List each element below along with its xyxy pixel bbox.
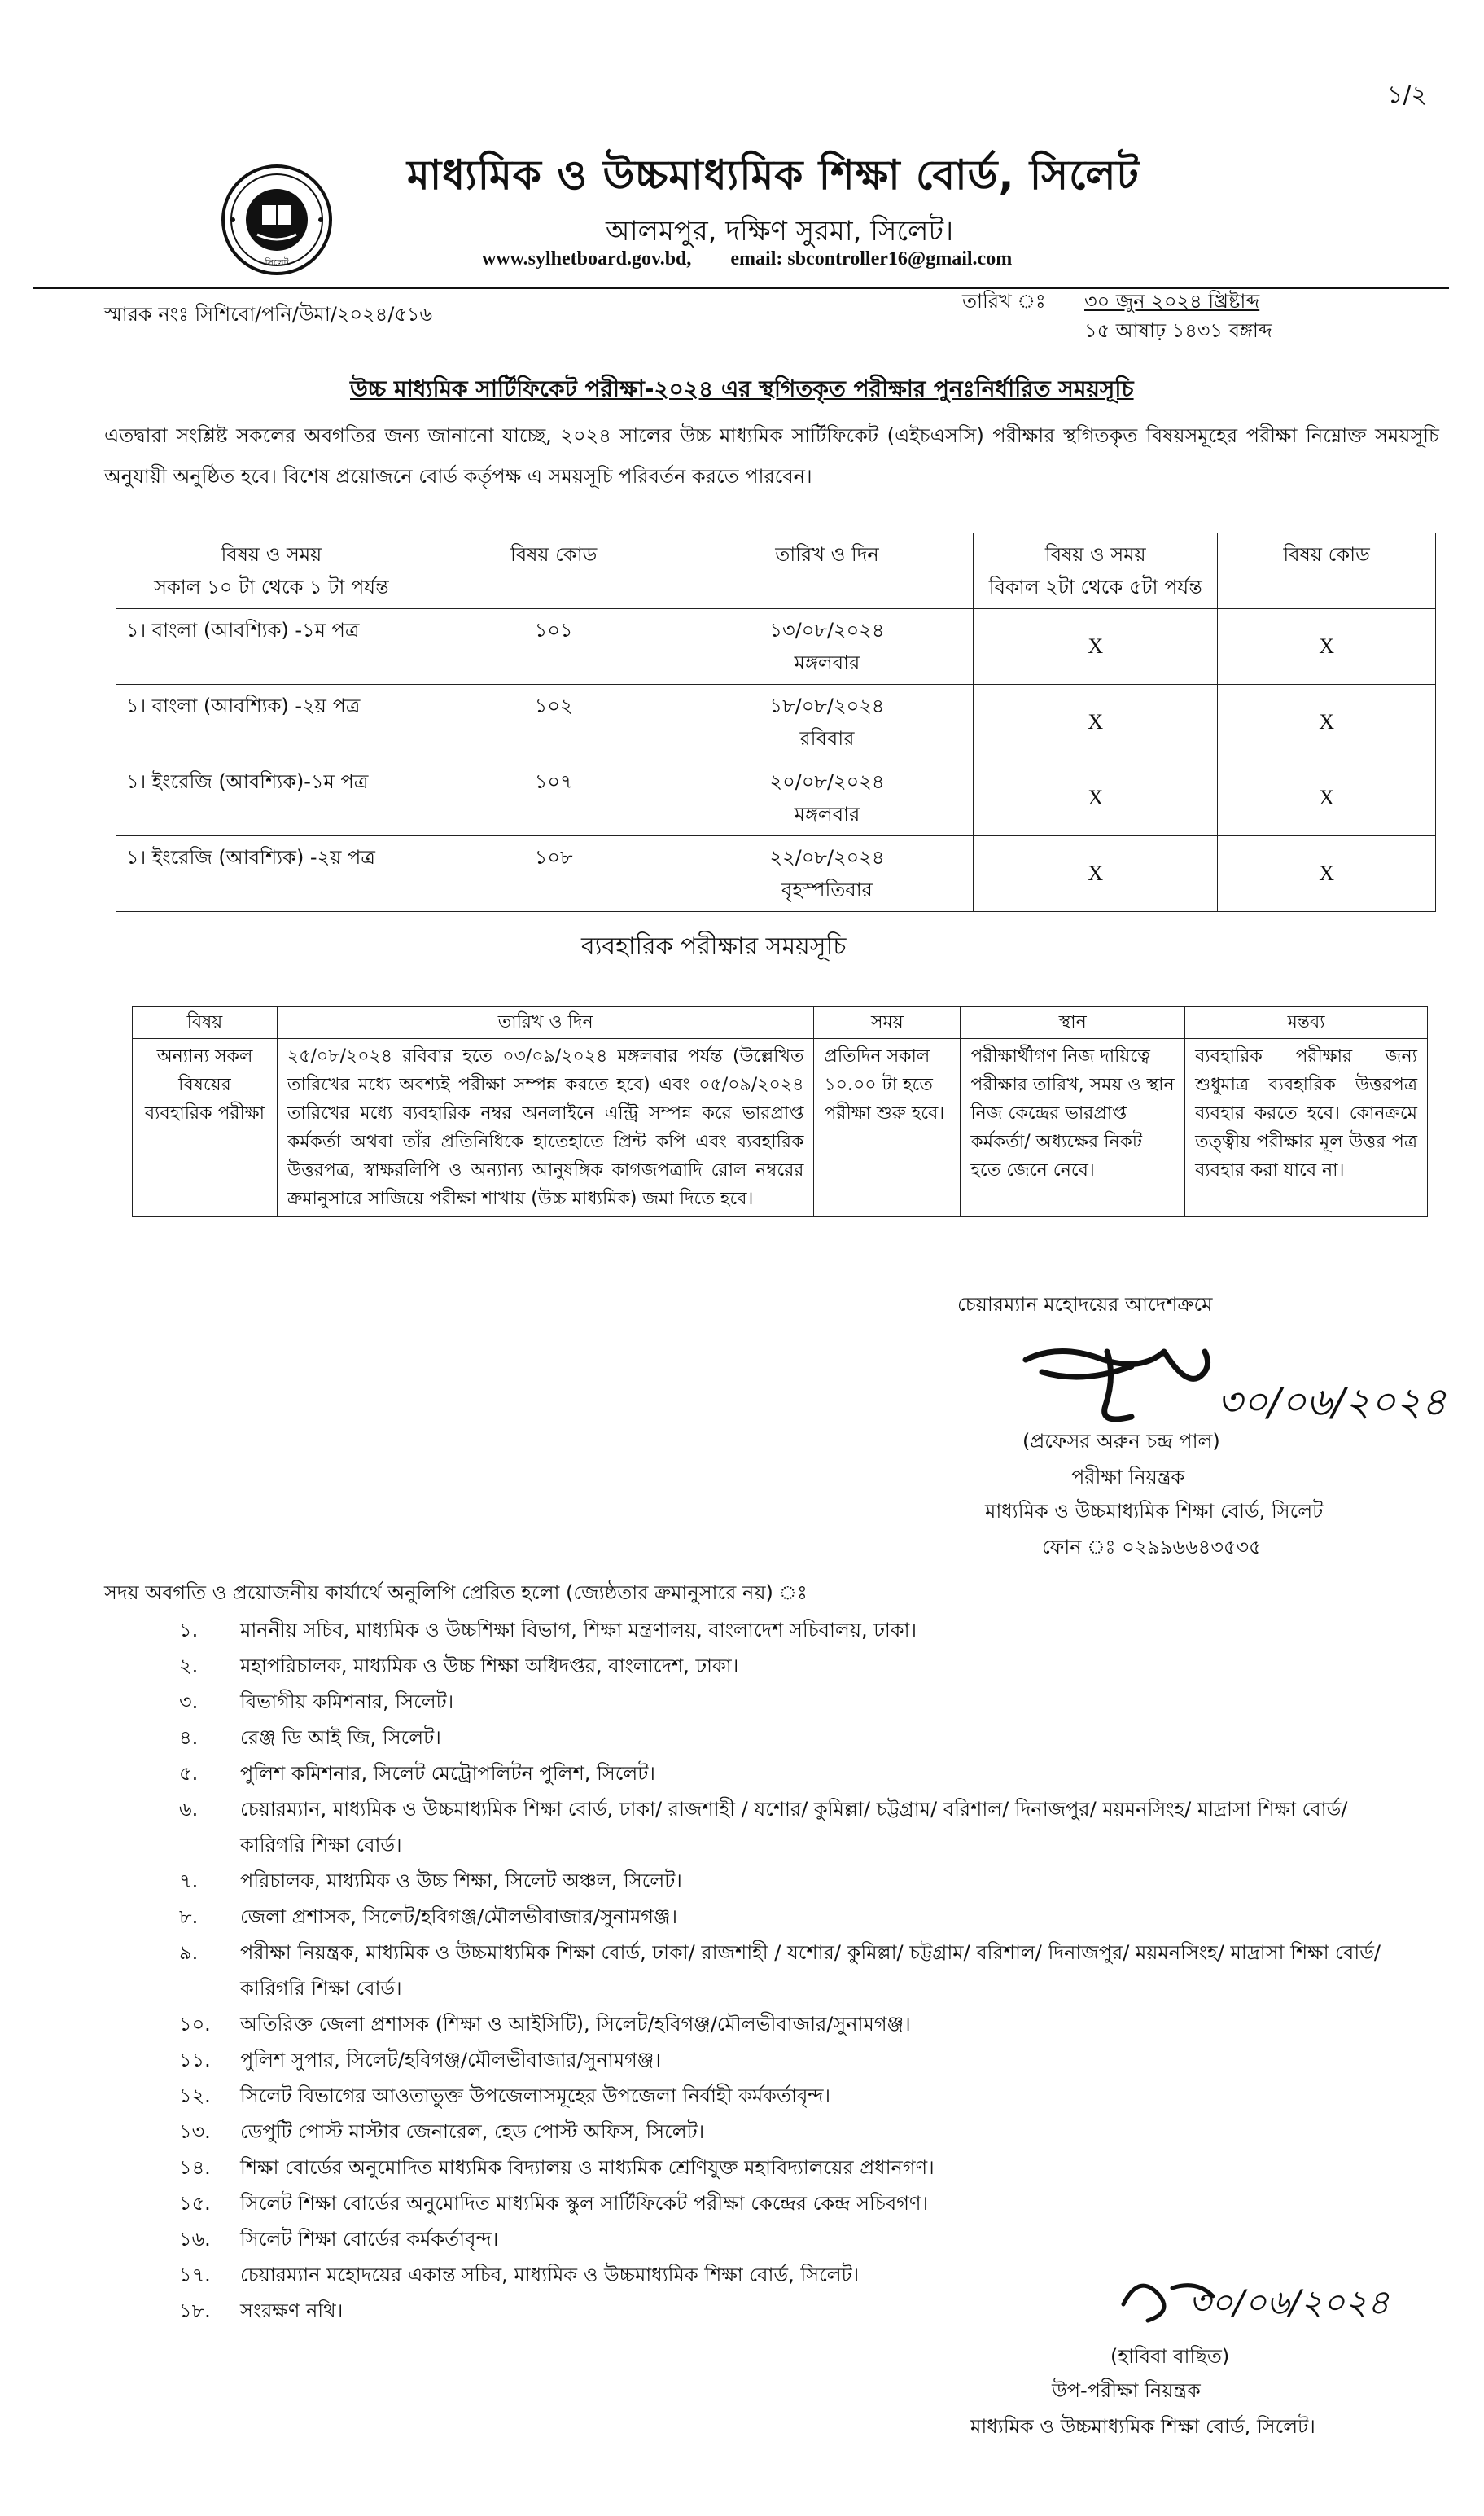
signature-deputy-icon <box>1115 2264 1390 2353</box>
copy-intro: সদয় অবগতি ও প্রয়োজনীয় কার্যার্থে অনুলিপি প্রেরিত হলো (জ্যেষ্ঠতার ক্রমানুসারে নয়) ঃ <box>104 1581 808 1604</box>
intro-paragraph: এতদ্বারা সংশ্লিষ্ট সকলের অবগতির জন্য জানানো যাচ্ছে, ২০২৪ সালের উচ্চ মাধ্যমিক সার্টিফিকেট (এইচএসসি) পরীক্ষার স্থগিতকৃত বিষয়সমূহের পরীক্ষা নিম্নোক্ত সময়সূচি অনুযায়ী অনুষ্ঠিত হবে। বিশেষ প্রয়োজনে বোর্ড কর্তৃপক্ষ এ সময়সূচি পরিবর্তন করতে পারবেন। <box>104 424 1439 488</box>
list-item: ৩. বিভাগীয় কমিশনার, সিলেট। <box>179 1690 454 1713</box>
header-date-day: তারিখ ও দিন <box>277 1007 813 1039</box>
header-subject: বিষয় <box>133 1007 278 1039</box>
org-address: আলমপুর, দক্ষিণ সুরমা, সিলেট। <box>606 215 954 248</box>
cell-code-2: X <box>1218 760 1436 836</box>
table-row <box>116 685 1436 760</box>
cell-code-2: X <box>1218 685 1436 760</box>
header-time: সময় <box>814 1007 961 1039</box>
cell-date: ১৮/০৮/২০২৪ রবিবার <box>681 685 974 760</box>
copy-list <box>179 1612 1400 2329</box>
list-item: ২. মহাপরিচালক, মাধ্যমিক ও উচ্চ শিক্ষা অধিদপ্তর, বাংলাদেশ, ঢাকা। <box>179 1655 739 1677</box>
list-item: ১৮. সংরক্ষণ নথি। <box>179 2299 344 2322</box>
cell-afternoon: X <box>974 836 1218 912</box>
memo-reference: স্মারক নংঃ সিশিবো/পনি/উমা/২০২৪/৫১৬ <box>104 303 433 326</box>
order-line: চেয়ারম্যান মহোদয়ের আদেশক্রমে <box>957 1293 1213 1316</box>
signatory-designation: পরীক্ষা নিয়ন্ত্রক <box>1071 1466 1185 1488</box>
table-row <box>116 760 1436 836</box>
svg-text:সিলেট: সিলেট <box>265 257 289 268</box>
memo-date <box>962 287 1272 345</box>
cell-code: ১০১ <box>427 609 681 685</box>
signatory-office: মাধ্যমিক ও উচ্চমাধ্যমিক শিক্ষা বোর্ড, সিলেট <box>985 1500 1324 1523</box>
svg-text:৩০/০৬/২০২৪: ৩০/০৬/২০২৪ <box>1189 2282 1390 2322</box>
table-header-row <box>116 533 1436 609</box>
cell-subject: অন্যান্য সকল বিষয়ের ব্যবহারিক পরীক্ষা <box>133 1039 278 1217</box>
cell-code: ১০৭ <box>427 760 681 836</box>
notice-title: উচ্চ মাধ্যমিক সার্টিফিকেট পরীক্ষা-২০২৪ এর স্থগিতকৃত পরীক্ষার পুনঃনির্ধারিত সময়সূচি <box>350 375 1134 402</box>
org-contact <box>482 248 1012 270</box>
list-item: ৮. জেলা প্রশাসক, সিলেট/হবিগঞ্জ/মৌলভীবাজার/সুনামগঞ্জ। <box>179 1905 678 1928</box>
table-row <box>133 1039 1428 1217</box>
list-item: ৫. পুলিশ কমিশনার, সিলেট মেট্রোপলিটন পুলিশ, সিলেট। <box>179 1762 655 1785</box>
list-item: ১০. অতিরিক্ত জেলা প্রশাসক (শিক্ষা ও আইসিটি), সিলেট/হবিগঞ্জ/মৌলভীবাজার/সুনামগঞ্জ। <box>179 2013 911 2036</box>
date-label: তারিখ ঃ <box>962 290 1046 313</box>
list-item: ১৭. চেয়ারম্যান মহোদয়ের একান্ত সচিব, মাধ্যমিক ও উচ্চমাধ্যমিক শিক্ষা বোর্ড, সিলেট। <box>179 2264 860 2286</box>
header-code-2: বিষয় কোড <box>1218 533 1436 609</box>
list-item: ৬. চেয়ারম্যান, মাধ্যমিক ও উচ্চমাধ্যমিক শিক্ষা বোর্ড, ঢাকা/ রাজশাহী / যশোর/ কুমিল্লা/ চট্টগ্রাম/ বরিশাল/ দিনাজপুর/ ময়মনসিংহ/ মাদ্রাসা শিক্ষা বোর্ড/ কারিগরি শিক্ষা বোর্ড। <box>179 1798 1348 1856</box>
list-item: ১১. পুলিশ সুপার, সিলেট/হবিগঞ্জ/মৌলভীবাজার/সুনামগঞ্জ। <box>179 2049 661 2071</box>
cell-code-2: X <box>1218 836 1436 912</box>
exam-schedule-table <box>116 533 1436 912</box>
page-number: ১/২ <box>1386 81 1427 109</box>
date-bangla: ১৫ আষাঢ় ১৪৩১ বঙ্গাব্দ <box>1084 319 1272 342</box>
cell-date: ২০/০৮/২০২৪ মঙ্গলবার <box>681 760 974 836</box>
cell-code-2: X <box>1218 609 1436 685</box>
signatory-phone: ফোন ঃ ০২৯৯৬৬৪৩৫৩৫ <box>1042 1536 1262 1558</box>
practical-title: ব্যবহারিক পরীক্ষার সময়সূচি <box>581 932 847 961</box>
cell-afternoon: X <box>974 685 1218 760</box>
cell-subject: ১। ইংরেজি (আবশ্যিক) -২য় পত্র <box>116 836 427 912</box>
list-item: ৯. পরীক্ষা নিয়ন্ত্রক, মাধ্যমিক ও উচ্চমাধ্যমিক শিক্ষা বোর্ড, ঢাকা/ রাজশাহী / যশোর/ কুমিল্লা/ চট্টগ্রাম/ বরিশাল/ দিনাজপুর/ ময়মনসিংহ/ মাদ্রাসা শিক্ষা বোর্ড/ কারিগরি শিক্ষা বোর্ড। <box>179 1941 1381 2000</box>
header-code: বিষয় কোড <box>427 533 681 609</box>
header-remarks: মন্তব্য <box>1185 1007 1428 1039</box>
list-item: ১. মাননীয় সচিব, মাধ্যমিক ও উচ্চশিক্ষা বিভাগ, শিক্ষা মন্ত্রণালয়, বাংলাদেশ সচিবালয়, ঢাকা। <box>179 1619 917 1642</box>
list-item: ৪. রেঞ্জ ডি আই জি, সিলেট। <box>179 1726 441 1749</box>
cell-subject: ১। বাংলা (আবশ্যিক) -২য় পত্র <box>116 685 427 760</box>
cell-remarks: ব্যবহারিক পরীক্ষার জন্য শুধুমাত্র ব্যবহারিক উত্তরপত্র ব্যবহার করতে হবে। কোনক্রমে তত্ত্বীয় পরীক্ষার মূল উত্তর পত্র ব্যবহার করা যাবে না। <box>1185 1039 1428 1217</box>
website-link[interactable]: www.sylhetboard.gov.bd, <box>482 248 692 270</box>
table-header-row <box>133 1007 1428 1039</box>
header-place: স্থান <box>961 1007 1185 1039</box>
cell-place: পরীক্ষার্থীগণ নিজ দায়িত্বে পরীক্ষার তারিখ, সময় ও স্থান নিজ কেন্দ্রের ভারপ্রাপ্ত কর্মকর্তা/ অধ্যক্ষের নিকট হতে জেনে নেবে। <box>961 1039 1185 1217</box>
deputy-name: (হাবিবা বাছিত) <box>1110 2345 1230 2368</box>
practical-schedule-table <box>132 1006 1428 1217</box>
deputy-office: মাধ্যমিক ও উচ্চমাধ্যমিক শিক্ষা বোর্ড, সিলেট। <box>970 2415 1315 2438</box>
list-item: ১৫. সিলেট শিক্ষা বোর্ডের অনুমোদিত মাধ্যমিক স্কুল সার্টিফিকেট পরীক্ষা কেন্দ্রের কেন্দ্র সচিবগণ। <box>179 2192 929 2215</box>
table-row <box>116 836 1436 912</box>
header-subject-morning: বিষয় ও সময় সকাল ১০ টা থেকে ১ টা পর্যন্ত <box>116 533 427 609</box>
list-item: ৭. পরিচালক, মাধ্যমিক ও উচ্চ শিক্ষা, সিলেট অঞ্চল, সিলেট। <box>179 1869 682 1892</box>
cell-time: প্রতিদিন সকাল ১০.০০ টা হতে পরীক্ষা শুরু হবে। <box>814 1039 961 1217</box>
cell-afternoon: X <box>974 760 1218 836</box>
cell-subject: ১। বাংলা (আবশ্যিক) -১ম পত্র <box>116 609 427 685</box>
cell-date: ২২/০৮/২০২৪ বৃহস্পতিবার <box>681 836 974 912</box>
list-item: ১৪. শিক্ষা বোর্ডের অনুমোদিত মাধ্যমিক বিদ্যালয় ও মাধ্যমিক শ্রেণিযুক্ত মহাবিদ্যালয়ের প্রধানগণ। <box>179 2156 935 2179</box>
table-row <box>116 609 1436 685</box>
deputy-designation: উপ-পরীক্ষা নিয়ন্ত্রক <box>1052 2379 1201 2402</box>
cell-date: ১৩/০৮/২০২৪ মঙ্গলবার <box>681 609 974 685</box>
cell-afternoon: X <box>974 609 1218 685</box>
cell-subject: ১। ইংরেজি (আবশ্যিক)-১ম পত্র <box>116 760 427 836</box>
header-date-day: তারিখ ও দিন <box>681 533 974 609</box>
org-title: মাধ্যমিক ও উচ্চমাধ্যমিক শিক্ষা বোর্ড, সিলেট <box>407 151 1140 199</box>
board-logo-icon <box>220 163 334 277</box>
list-item: ১২. সিলেট বিভাগের আওতাভুক্ত উপজেলাসমূহের উপজেলা নির্বাহী কর্মকর্তাবৃন্দ। <box>179 2084 831 2107</box>
signatory-name: (প্রফেসর অরুন চন্দ্র পাল) <box>1022 1430 1220 1453</box>
list-item: ১৩. ডেপুটি পোস্ট মাস্টার জেনারেল, হেড পোস্ট অফিস, সিলেট। <box>179 2120 705 2143</box>
email-link[interactable]: email: sbcontroller16@gmail.com <box>730 248 1013 270</box>
cell-date-day: ২৫/০৮/২০২৪ রবিবার হতে ০৩/০৯/২০২৪ মঙ্গলবার পর্যন্ত (উল্লেখিত তারিখের মধ্যে অবশ্যই পরীক্ষা সম্পন্ন করতে হবে) এবং ০৫/০৯/২০২৪ তারিখের মধ্যে ব্যবহারিক নম্বর অনলাইনে এন্ট্রি সম্পন্ন করে ভারপ্রাপ্ত কর্মকর্তা অথবা তাঁর প্রতিনিধিকে হাতেহাতে প্রিন্ট কপি এবং ব্যবহারিক উত্তরপত্র, স্বাক্ষরলিপি ও অন্যান্য আনুষঙ্গিক কাগজপত্রাদি রোল নম্বরের ক্রমানুসারে সাজিয়ে পরীক্ষা শাখায় (উচ্চ মাধ্যমিক) জমা দিতে হবে। <box>277 1039 813 1217</box>
cell-code: ১০৮ <box>427 836 681 912</box>
signature-controller-icon <box>1009 1327 1447 1441</box>
cell-code: ১০২ <box>427 685 681 760</box>
header-subject-afternoon: বিষয় ও সময় বিকাল ২টা থেকে ৫টা পর্যন্ত <box>974 533 1218 609</box>
svg-text:৩০/০৬/২০২৪: ৩০/০৬/২০২৪ <box>1217 1379 1447 1425</box>
list-item: ১৬. সিলেট শিক্ষা বোর্ডের কর্মকর্তাবৃন্দ। <box>179 2228 499 2251</box>
date-gregorian: ৩০ জুন ২০২৪ খ্রিষ্টাব্দ <box>1084 290 1260 313</box>
